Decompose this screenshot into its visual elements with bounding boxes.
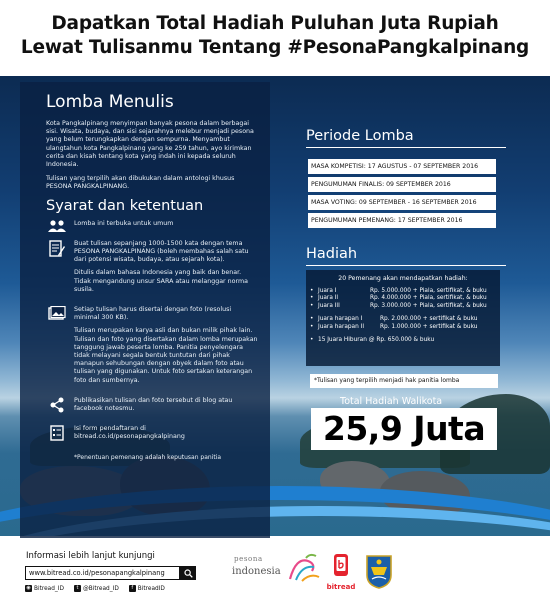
headline-line-2: Lewat Tulisanmu Tentang #PesonaPangkalpinang: [20, 37, 530, 58]
rule-item: [46, 425, 258, 446]
url-field[interactable]: www.bitread.co.id/pesonapangkalpinang: [25, 566, 180, 580]
prize-name: Juara I: [318, 288, 337, 294]
rule-item: [46, 397, 258, 418]
prize-value: Rp. 3.000.000 + Piala, sertifikat, & buku: [370, 302, 487, 309]
bitread-phone-icon: [331, 553, 351, 577]
prize-value: Rp. 2.000.000 + sertifikat & buku: [380, 316, 478, 323]
search-button[interactable]: [180, 566, 196, 580]
search-icon: [184, 569, 193, 578]
periode-item: PENGUMUMAN PEMENANG: 17 SEPTEMBER 2016: [308, 213, 496, 228]
bitread-label: bitread: [326, 583, 356, 591]
bitread-logo: [324, 553, 358, 593]
logo-pesona-bottom: indonesia: [232, 566, 281, 577]
prize-value: Rp. 1.000.000 + sertifikat & buku: [380, 323, 478, 330]
headline-line-1: Dapatkan Total Hadiah Puluhan Juta Rupiah: [51, 13, 499, 34]
rule-text: Isi form pendaftaran di bitread.co.id/pesonapangkalpinang: [74, 425, 185, 441]
social-twitter[interactable]: [74, 585, 119, 592]
social-label: Bitread_ID: [34, 585, 64, 592]
rule-text: Ditulis dalam bahasa Indonesia yang baik dan benar. Tidak mengandung unsur SARA atau melanggar norma susila.: [74, 269, 248, 293]
lomba-intro: Kota Pangkalpinang menyimpan banyak pesona dalam berbagai sisi. Wisata, budaya, dan sisi sejarahnya melebur menjadi pesona yang belum terungkapkan dengan sempurna. Menyambut ulangtahun kota Pangkalpinang yang ke 259 tahun, ayo kirimkan cerita dan kisah tentang kota yang indah ini kepada seluruh Indonesia.: [46, 120, 254, 169]
form-icon: [50, 425, 64, 441]
rule-text: Setiap tulisan harus disertai dengan foto (resolusi minimal 300 KB).: [74, 306, 232, 322]
syarat-note: *Penentuan pemenang adalah keputusan panitia: [74, 453, 222, 461]
social-label: BitreadID: [137, 585, 165, 592]
hadiah-note: *Tulisan yang terpilih menjadi hak panitia lomba: [310, 374, 498, 388]
pesona-swirl-icon: [286, 553, 322, 583]
city-seal-icon: [364, 553, 394, 589]
prize-name: Juara III: [318, 302, 340, 309]
facebook-icon: f: [129, 585, 136, 592]
prize-row: • Juara II Rp. 4.000.000 + Piala, sertifikat, & buku: [310, 295, 496, 302]
hadiah-panel: [306, 270, 500, 366]
hadiah-title: Hadiah: [306, 246, 358, 262]
total-value: 25,9 Juta: [311, 408, 497, 450]
share-icon: [49, 397, 65, 413]
prize-value: Rp. 5.000.000 + Piala, sertifikat, & buku: [370, 288, 487, 294]
social-facebook[interactable]: [129, 585, 165, 592]
hadiah-intro: 20 Pemenang akan mendapatkan hadiah:: [338, 275, 468, 282]
lomba-intro-2: Tulisan yang terpilih akan dibukukan dalam antologi khusus PESONA PANGKALPINANG.: [46, 175, 235, 191]
prize-row: • Juara I Rp. 5.000.000 + Piala, sertifikat, & buku: [310, 288, 496, 295]
rule-text: Tulisan merupakan karya asli dan bukan milik pihak lain. Tulisan dan foto yang disertakan dalam lomba merupakan tanggung jawab peserta lomba. Panitia penyelengara tidak melayani segala bentuk tuntutan dari pihak manapun sehubungan dengan obyek dalam foto atau tulisan yang digunakan. Untuk foto sertakan keterangan foto dan sumbernya.: [74, 327, 258, 384]
document-pen-icon: [49, 240, 65, 258]
pesona-indonesia-logo: [232, 553, 324, 593]
lomba-panel: [20, 82, 270, 538]
social-label: @Bitread_ID: [83, 585, 119, 592]
page-header: [0, 0, 550, 76]
twitter-icon: t: [74, 585, 81, 592]
divider: [306, 265, 506, 266]
prize-row: • Juara III Rp. 3.000.000 + Piala, sertifikat, & buku: [310, 303, 496, 310]
rule-text: Buat tulisan sepanjang 1000-1500 kata dengan tema PESONA PANGKALPINANG (boleh membahas salah satu dari potensi wisata, budaya, atau sejarah kota).: [74, 239, 249, 264]
photo-icon: [48, 306, 66, 320]
rule-item: [46, 220, 258, 233]
prize-name: Juara harapan II: [318, 323, 365, 330]
syarat-title: Syarat dan ketentuan: [46, 197, 204, 214]
rule-text: Lomba ini terbuka untuk umum: [74, 219, 174, 227]
people-icon: [47, 220, 67, 232]
periode-item: MASA KOMPETISI: 17 AGUSTUS - 07 SEPTEMBER 2016: [308, 159, 496, 174]
prize-row: • 15 Juara Hiburan @ Rp. 650.000 & buku: [310, 337, 496, 344]
periode-title: Periode Lomba: [306, 128, 414, 144]
total-label: Total Hadiah Walikota: [340, 396, 443, 407]
instagram-icon: ◉: [26, 585, 31, 591]
lomba-title: Lomba Menulis: [46, 92, 174, 112]
rule-text: Publikasikan tulisan dan foto tersebut di blog atau facebook notesmu.: [74, 396, 233, 413]
city-seal-logo: [364, 553, 394, 591]
divider: [306, 147, 506, 148]
rule-item: [46, 306, 258, 390]
periode-item: MASA VOTING: 09 SEPTEMBER - 16 SEPTEMBER 2016: [308, 195, 496, 210]
social-instagram[interactable]: [25, 585, 64, 592]
prize-name: Juara harapan I: [318, 316, 363, 323]
rule-item: [46, 240, 258, 299]
prize-row: • Juara harapan II Rp. 1.000.000 + sertifikat & buku: [310, 324, 496, 331]
prize-value: Rp. 4.000.000 + Piala, sertifikat, & buku: [370, 295, 487, 302]
prize-row: • Juara harapan I Rp. 2.000.000 + sertifikat & buku: [310, 316, 496, 323]
info-label: Informasi lebih lanjut kunjungi: [26, 551, 155, 561]
prize-hiburan: 15 Juara Hiburan @ Rp. 650.000 & buku: [318, 337, 435, 344]
logo-pesona-top: pesona: [234, 555, 263, 563]
social-links: [25, 585, 165, 592]
prize-name: Juara II: [318, 295, 339, 302]
periode-item: PENGUMUMAN FINALIS: 09 SEPTEMBER 2016: [308, 177, 496, 192]
